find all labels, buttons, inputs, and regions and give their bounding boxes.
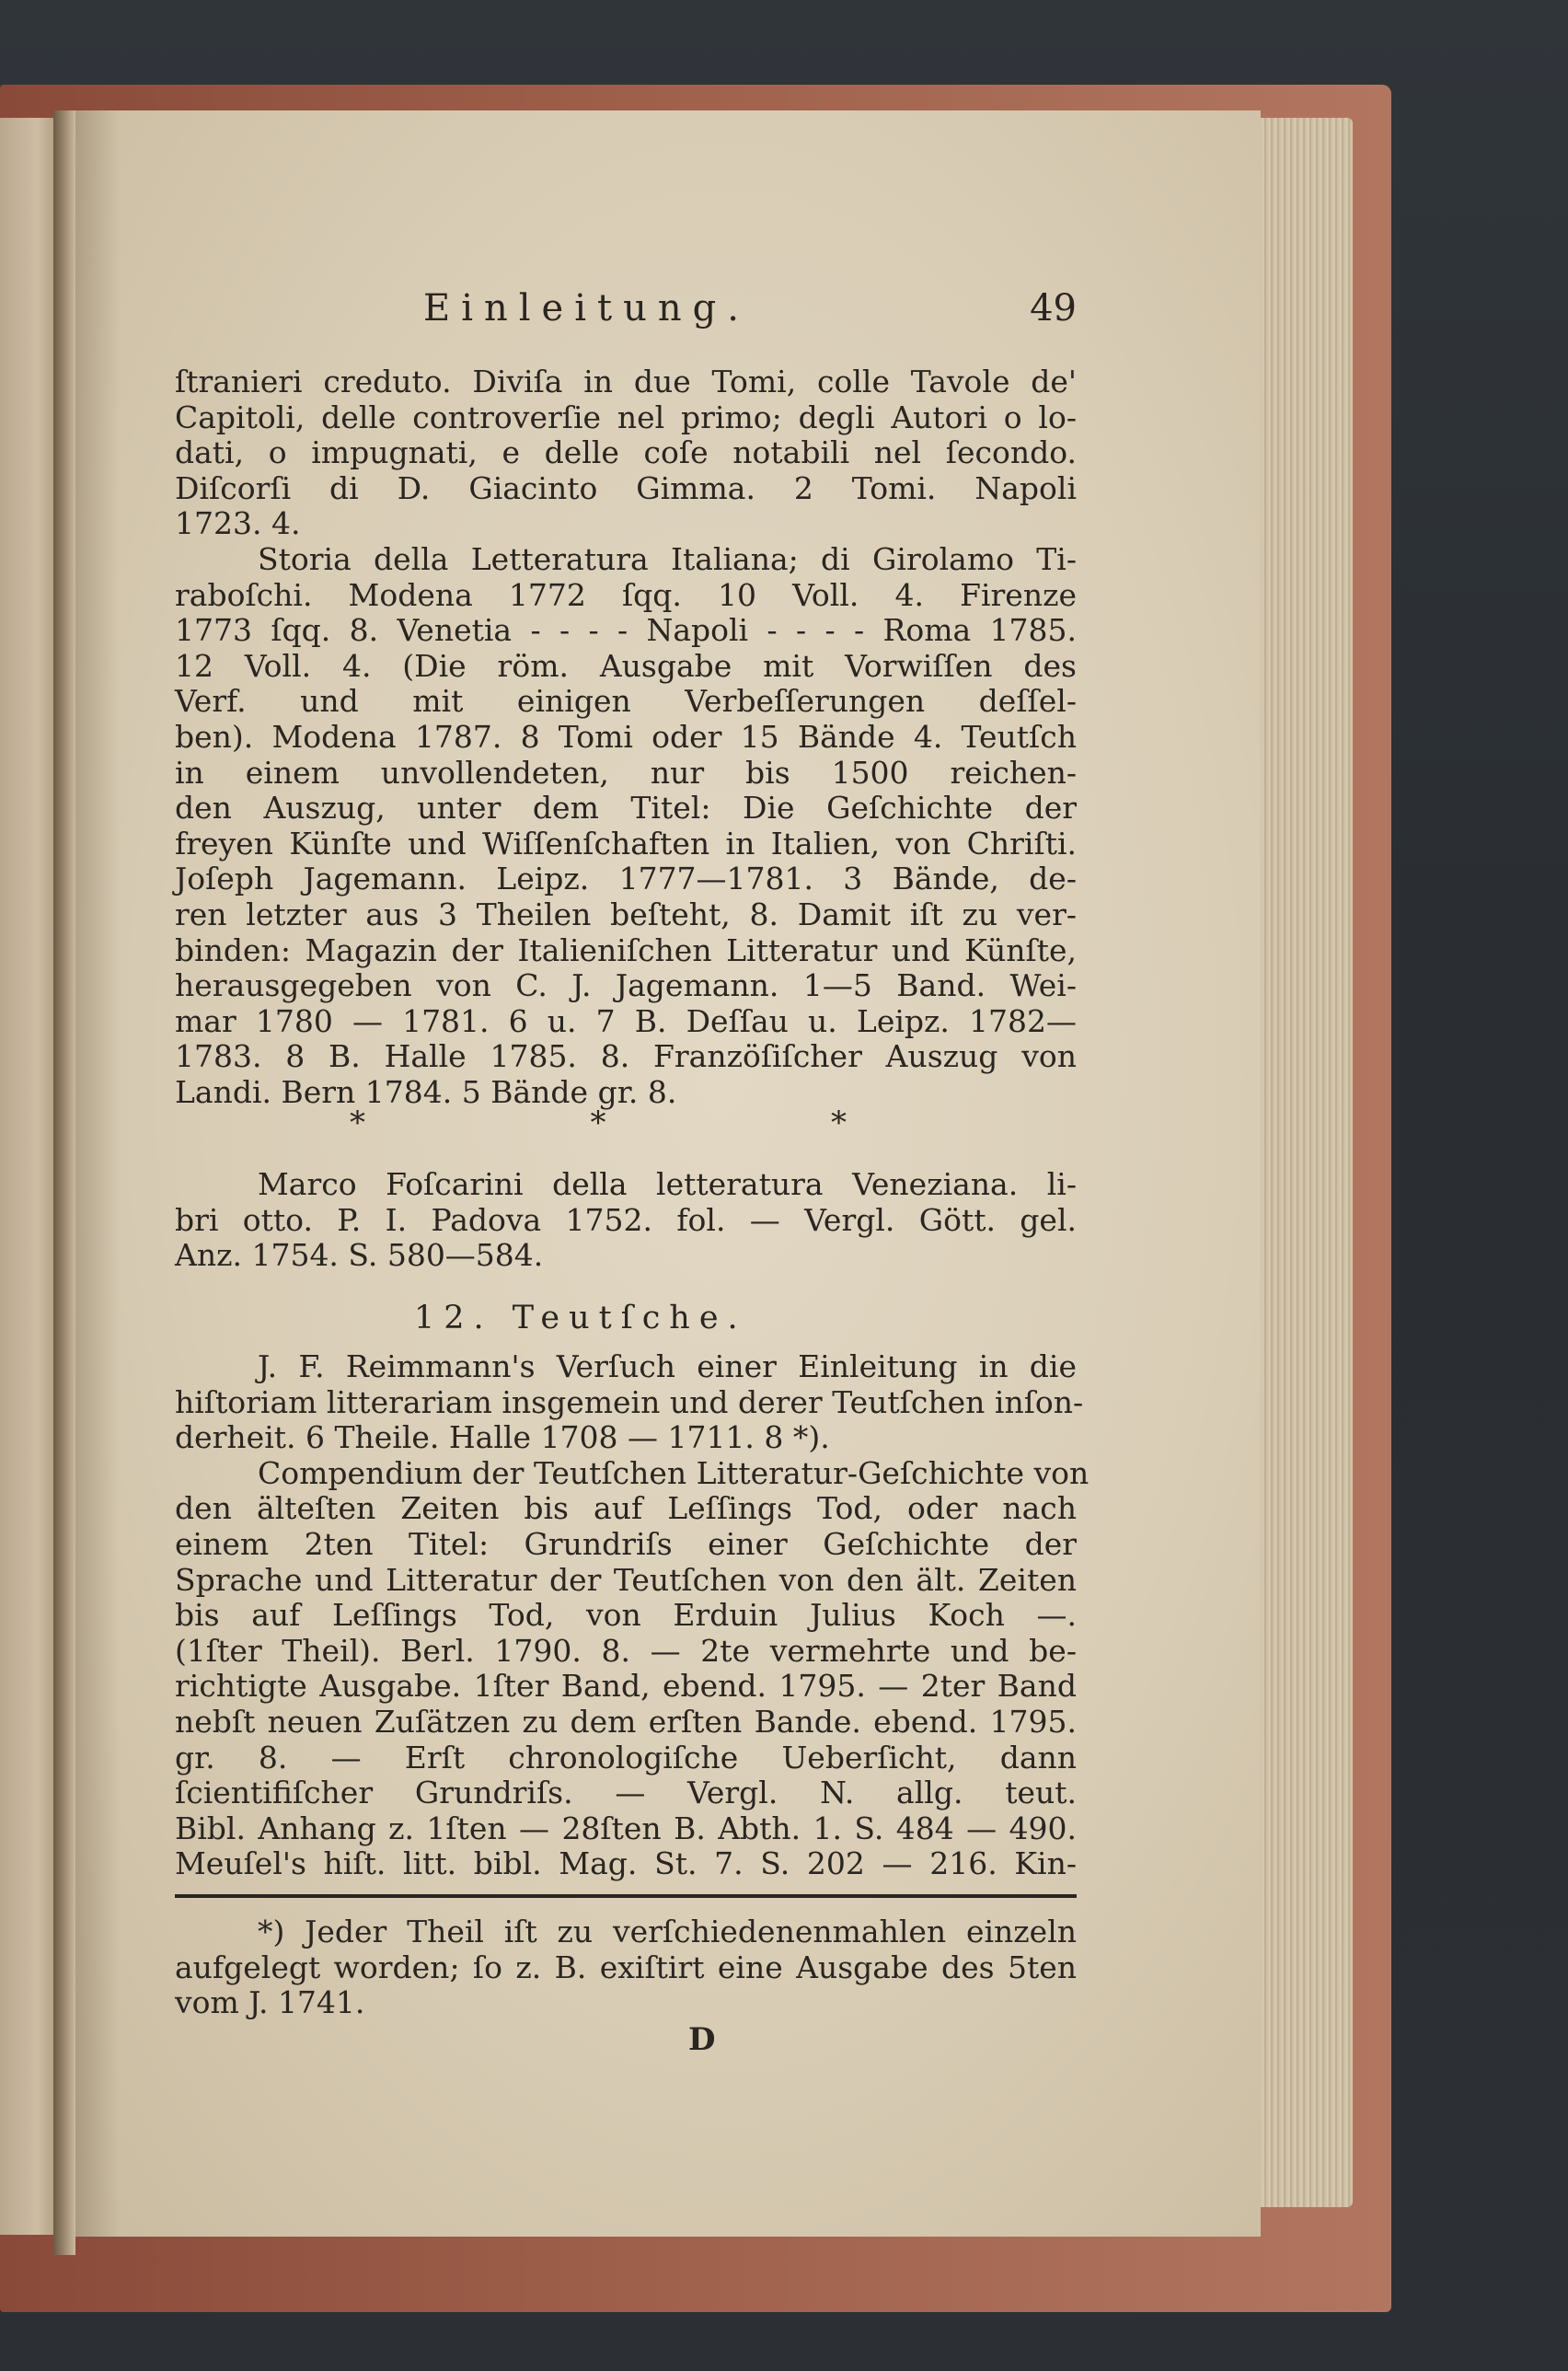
text-line: 1723. 4. <box>175 505 301 542</box>
text-line: derheit. 6 Theile. Halle 1708 — 1711. 8 *). <box>175 1419 830 1456</box>
text-line: binden: Magazin der Italieniſchen Litteratur und Künſte, <box>175 931 1077 968</box>
section-heading: 12. Teutſche. <box>414 1300 747 1336</box>
signature-mark: D <box>688 2021 716 2058</box>
text-line: hiſtoriam litterariam insgemein und derer Teutſchen inſon- <box>175 1383 1084 1420</box>
text-line: J. F. Reimmann's Verſuch einer Einleitung in die <box>258 1348 1077 1384</box>
text-line: herausgegeben von C. J. Jagemann. 1—5 Band. Wei- <box>175 967 1077 1004</box>
text-line: nebſt neuen Zuſätzen zu dem erſten Bande. ebend. 1795. <box>175 1703 1077 1740</box>
footnote-line: vom J. 1741. <box>175 1984 365 2021</box>
text-line: Diſcorſi di D. Giacinto Gimma. 2 Tomi. Napoli <box>175 469 1077 506</box>
text-line: (1ſter Theil). Berl. 1790. 8. — 2te vermehrte und be- <box>175 1632 1077 1669</box>
text-line: ſcientifiſcher Grundriſs. — Vergl. N. allg. teut. <box>175 1775 1077 1811</box>
text-line: Compendium der Teutſchen Litteratur-Geſchichte von <box>258 1454 1090 1491</box>
text-line: den Auszug, unter dem Titel: Die Geſchichte der <box>175 790 1077 827</box>
paragraph-block-german-works <box>175 1348 1090 1882</box>
text-line: 1783. 8 B. Halle 1785. 8. Franzöſiſcher Auszug von <box>175 1038 1077 1075</box>
footnote-line: *) Jeder Theil iſt zu verſchiedenenmahlen einzeln <box>258 1914 1077 1949</box>
text-line: mar 1780 — 1781. 6 u. 7 B. Deſſau u. Leipz. 1782— <box>175 1002 1077 1039</box>
text-line: 1773 ſqq. 8. Venetia - - - - Napoli - - - - Roma 1785. <box>175 612 1077 649</box>
text-line: Sprache und Litteratur der Teutſchen von den ält. Zeiten <box>175 1561 1077 1598</box>
text-line: Joſeph Jagemann. Leipz. 1777—1781. 3 Bände, de- <box>175 861 1077 897</box>
text-line: ren letzter aus 3 Theilen beſteht, 8. Damit iſt zu ver- <box>175 896 1077 932</box>
text-line: Storia della Letteratura Italiana; di Girolamo Ti- <box>258 540 1077 577</box>
page-number: 49 <box>1030 287 1077 330</box>
text-line: raboſchi. Modena 1772 ſqq. 10 Voll. 4. Firenze <box>175 576 1077 613</box>
text-line: ſtranieri creduto. Diviſa in due Tomi, colle Tavole de' <box>175 364 1077 399</box>
running-head: Einleitung. <box>423 287 750 330</box>
text-line: Marco Foſcarini della letteratura Veneziana. li- <box>258 1166 1077 1202</box>
text-line: dati, o impugnati, e delle coſe notabili nel ſecondo. <box>175 434 1077 471</box>
footnote-line: aufgelegt worden; ſo z. B. exiſtirt eine Ausgabe des 5ten <box>175 1949 1077 1985</box>
text-line: 12 Voll. 4. (Die röm. Ausgabe mit Vorwiſſen des <box>175 647 1077 684</box>
footnote <box>175 1914 1077 2021</box>
star-mark: * <box>590 1105 606 1141</box>
star-mark: * <box>350 1105 365 1141</box>
star-mark: * <box>831 1105 847 1141</box>
book-gutter <box>53 110 75 2255</box>
text-line: Landi. Bern 1784. 5 Bände gr. 8. <box>175 1073 677 1110</box>
paragraph-block-foscarini <box>175 1167 1077 1274</box>
footnote-rule <box>175 1894 1077 1898</box>
section-separator-stars <box>350 1105 847 1141</box>
text-line: in einem unvollendeten, nur bis 1500 reichen- <box>175 754 1077 791</box>
text-line: gr. 8. — Erſt chronologiſche Ueberſicht, dann <box>175 1739 1077 1775</box>
text-line: richtigte Ausgabe. 1ſter Band, ebend. 1795. — 2ter Band <box>175 1668 1077 1705</box>
text-line: Capitoli, delle controverſie nel primo; degli Autori o lo- <box>175 399 1077 435</box>
text-line: den älteſten Zeiten bis auf Leſſings Tod, oder nach <box>175 1490 1077 1527</box>
text-line: einem 2ten Titel: Grundriſs einer Geſchichte der <box>175 1525 1077 1562</box>
text-line: Anz. 1754. S. 580—584. <box>175 1237 544 1274</box>
page-stack-edge <box>1261 118 1353 2207</box>
text-line: ben). Modena 1787. 8 Tomi oder 15 Bände 4. Teutſch <box>175 718 1077 755</box>
page-header <box>175 287 1077 342</box>
text-line: Meuſel's hiſt. litt. bibl. Mag. St. 7. S. 202 — 216. Kin- <box>175 1845 1077 1882</box>
text-line: Verf. und mit einigen Verbeſſerungen deſſel- <box>175 683 1077 720</box>
text-line: bis auf Leſſings Tod, von Erduin Julius Koch —. <box>175 1597 1077 1634</box>
text-line: Bibl. Anhang z. 1ſten — 28ſten B. Abth. 1. S. 484 — 490. <box>175 1810 1077 1846</box>
text-line: bri otto. P. I. Padova 1752. fol. — Vergl. Gött. gel. <box>175 1201 1077 1238</box>
text-line: freyen Künſte und Wiſſenſchaften in Italien, von Chriſti. <box>175 825 1077 862</box>
paragraph-block-italian-works <box>175 364 1077 1110</box>
